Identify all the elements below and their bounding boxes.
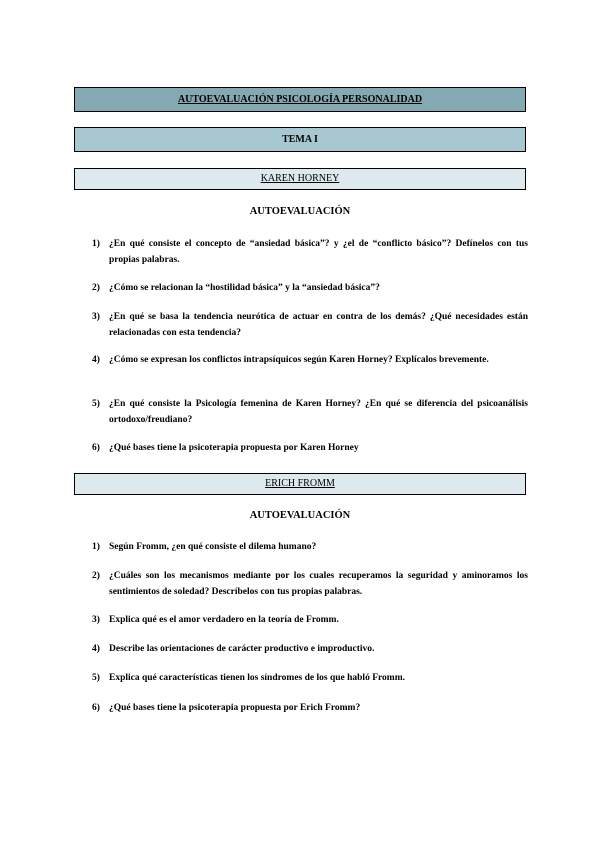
question-number: 5) — [92, 399, 100, 409]
question-text: ¿En qué se basa la tendencia neurótica de actuar en contra de los demás? ¿Qué necesidades están relacionadas con esta tendencia? — [109, 312, 528, 338]
question-text: ¿Qué bases tiene la psicoterapia propuesta por Erich Fromm? — [109, 703, 361, 713]
document-title: AUTOEVALUACIÓN PSICOLOGÍA PERSONALIDAD — [74, 87, 526, 112]
question-item — [92, 641, 528, 657]
question-number: 3) — [92, 615, 100, 625]
question-item — [92, 309, 528, 341]
section-title-karen-horney: KAREN HORNEY — [74, 168, 526, 190]
question-text: ¿Cómo se expresan los conflictos intrapsíquicos según Karen Horney? Explícalos brevemente. — [109, 355, 489, 365]
question-text: Según Fromm, ¿en qué consiste el dilema humano? — [109, 542, 317, 552]
question-item — [92, 440, 528, 456]
question-number: 1) — [92, 239, 100, 249]
question-number: 1) — [92, 542, 100, 552]
section-title-erich-fromm: ERICH FROMM — [74, 473, 526, 495]
question-number: 4) — [92, 355, 100, 365]
question-item — [92, 539, 528, 555]
question-item — [92, 700, 528, 716]
question-number: 4) — [92, 644, 100, 654]
section-heading: AUTOEVALUACIÓN — [249, 206, 351, 217]
question-number: 3) — [92, 312, 100, 322]
question-text: ¿Cómo se relacionan la “hostilidad básica” y la “ansiedad básica”? — [109, 283, 380, 293]
question-text: ¿En qué consiste la Psicología femenina de Karen Horney? ¿En qué se diferencia del psicoanálisis ortodoxo/freudiano? — [109, 399, 528, 425]
question-item — [92, 612, 528, 628]
question-text: ¿Cuáles son los mecanismos mediante por los cuales recuperamos la seguridad y aminoramos los sentimientos de soledad? Descríbelos con tus propias palabras. — [109, 571, 528, 597]
question-item — [92, 236, 528, 268]
question-text: ¿En qué consiste el concepto de “ansiedad básica”? y ¿el de “conflicto básico”? Defínelos con tus propias palabras. — [109, 239, 528, 265]
question-number: 5) — [92, 673, 100, 683]
question-text: Explica qué características tienen los síndromes de los que habló Fromm. — [109, 673, 405, 683]
question-item — [92, 396, 528, 428]
question-item — [92, 280, 528, 296]
topic-title: TEMA I — [74, 127, 526, 152]
question-item — [92, 352, 528, 368]
question-text: Explica qué es el amor verdadero en la teoría de Fromm. — [109, 615, 339, 625]
question-text: ¿Qué bases tiene la psicoterapia propuesta por Karen Horney — [109, 443, 359, 453]
question-item — [92, 670, 528, 686]
question-number: 2) — [92, 283, 100, 293]
question-number: 6) — [92, 443, 100, 453]
question-number: 2) — [92, 571, 100, 581]
question-item — [92, 568, 528, 600]
question-text: Describe las orientaciones de carácter productivo e improductivo. — [109, 644, 375, 654]
question-number: 6) — [92, 703, 100, 713]
section-heading: AUTOEVALUACIÓN — [249, 510, 351, 521]
